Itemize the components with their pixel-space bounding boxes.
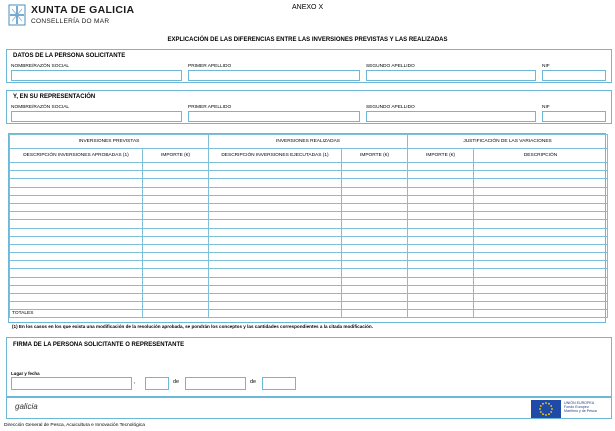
table-row <box>10 277 608 285</box>
cell-importe-realizadas[interactable] <box>342 228 408 236</box>
rep-segundo-apellido-field[interactable] <box>366 111 536 122</box>
table-row <box>10 294 608 302</box>
cell-descripcion[interactable] <box>474 171 608 179</box>
col-desc-aprobadas: DESCRIPCIÓN INVERSIONES APROBADAS (1) <box>10 149 143 163</box>
nif-label: NIF <box>542 64 550 69</box>
solicitante-section <box>6 49 612 83</box>
cell-importe-justificacion[interactable] <box>408 187 474 195</box>
eu-star-icon <box>550 411 552 413</box>
cell-importe-previstas[interactable] <box>143 294 209 302</box>
cell-descripcion[interactable] <box>474 179 608 187</box>
header-previstas: INVERSIONES PREVISTAS <box>10 135 209 149</box>
cell-importe-realizadas[interactable] <box>342 244 408 252</box>
cell-importe-realizadas[interactable] <box>342 285 408 293</box>
table-row <box>10 195 608 203</box>
eu-text <box>564 401 597 414</box>
table-row <box>10 261 608 269</box>
cell-importe-realizadas[interactable] <box>342 294 408 302</box>
year-field[interactable] <box>262 377 296 390</box>
table-row <box>10 285 608 293</box>
rep-segundo-apellido-label: SEGUNDO APELLIDO <box>366 105 415 110</box>
cell-desc-aprobadas[interactable] <box>10 220 143 228</box>
cell-desc-ejecutadas[interactable] <box>209 187 342 195</box>
col-desc-ejecutadas: DESCRIPCIÓN INVERSIONES EJECUTADAS (1) <box>209 149 342 163</box>
rep-nif-field[interactable] <box>542 111 606 122</box>
cell-importe-realizadas[interactable] <box>342 203 408 211</box>
cell-importe-justificacion[interactable] <box>408 195 474 203</box>
cell-desc-ejecutadas[interactable] <box>209 277 342 285</box>
month-field[interactable] <box>185 377 246 390</box>
table-row <box>10 171 608 179</box>
comma-separator: , <box>134 379 136 385</box>
cell-importe-previstas[interactable] <box>143 269 209 277</box>
cell-desc-ejecutadas[interactable] <box>209 269 342 277</box>
cell-importe-justificacion[interactable] <box>408 212 474 220</box>
cell-desc-aprobadas[interactable] <box>10 253 143 261</box>
representacion-title: Y, EN SU REPRESENTACIÓN <box>13 94 96 100</box>
cell-importe-realizadas[interactable] <box>342 302 408 310</box>
footnote: (1) En los casos en los que exista una modificación de la resolución aprobada, se pondrán los conceptos y las cantidades correspondientes a la citada modificación. <box>12 324 373 329</box>
anexo-label: ANEXO X <box>292 4 324 11</box>
cell-importe-realizadas[interactable] <box>342 269 408 277</box>
total-importe-realizadas[interactable] <box>342 310 408 318</box>
cell-desc-aprobadas[interactable] <box>10 261 143 269</box>
xunta-logo <box>6 4 135 28</box>
eu-star-icon <box>550 405 552 407</box>
cell-importe-realizadas[interactable] <box>342 163 408 171</box>
cell-importe-previstas[interactable] <box>143 203 209 211</box>
header-justificacion: JUSTIFICACIÓN DE LAS VARIACIONES <box>408 135 608 149</box>
nombre-field[interactable] <box>11 70 182 81</box>
cell-desc-aprobadas[interactable] <box>10 277 143 285</box>
de-separator-1: de <box>173 379 180 385</box>
cell-descripcion[interactable] <box>474 212 608 220</box>
cell-desc-ejecutadas[interactable] <box>209 236 342 244</box>
cell-descripcion[interactable] <box>474 220 608 228</box>
cell-importe-justificacion[interactable] <box>408 294 474 302</box>
cell-descripcion[interactable] <box>474 244 608 252</box>
cell-descripcion[interactable] <box>474 277 608 285</box>
total-blank-2 <box>474 310 608 318</box>
table-row <box>10 236 608 244</box>
cell-descripcion[interactable] <box>474 285 608 293</box>
cell-importe-justificacion[interactable] <box>408 220 474 228</box>
cell-desc-ejecutadas[interactable] <box>209 261 342 269</box>
cell-desc-aprobadas[interactable] <box>10 269 143 277</box>
cell-desc-aprobadas[interactable] <box>10 244 143 252</box>
xunta-emblem-icon <box>8 4 26 26</box>
cell-importe-realizadas[interactable] <box>342 212 408 220</box>
footer-bar <box>6 397 612 419</box>
cell-descripcion[interactable] <box>474 294 608 302</box>
cell-desc-ejecutadas[interactable] <box>209 171 342 179</box>
cell-desc-ejecutadas[interactable] <box>209 203 342 211</box>
direccion-general: Dirección General de Pesca, Acuicultura e Innovación Tecnológica <box>4 423 145 428</box>
cell-descripcion[interactable] <box>474 302 608 310</box>
cell-desc-ejecutadas[interactable] <box>209 220 342 228</box>
totals-label: TOTALES <box>10 310 143 318</box>
eu-star-icon <box>542 413 544 415</box>
total-blank-1 <box>209 310 342 318</box>
nombre-label: NOMBRE/RAZÓN SOCIAL <box>11 64 70 69</box>
inversiones-grid <box>9 134 608 318</box>
cell-importe-justificacion[interactable] <box>408 163 474 171</box>
col-importe-realizadas: IMPORTE (€) <box>342 149 408 163</box>
table-row <box>10 269 608 277</box>
cell-importe-justificacion[interactable] <box>408 285 474 293</box>
cell-desc-ejecutadas[interactable] <box>209 244 342 252</box>
cell-descripcion[interactable] <box>474 163 608 171</box>
cell-importe-realizadas[interactable] <box>342 187 408 195</box>
cell-desc-ejecutadas[interactable] <box>209 302 342 310</box>
rep-nombre-label: NOMBRE/RAZÓN SOCIAL <box>11 105 70 110</box>
cell-desc-aprobadas[interactable] <box>10 179 143 187</box>
cell-importe-realizadas[interactable] <box>342 261 408 269</box>
table-row <box>10 302 608 310</box>
cell-desc-aprobadas[interactable] <box>10 228 143 236</box>
cell-importe-previstas[interactable] <box>143 220 209 228</box>
cell-desc-aprobadas[interactable] <box>10 171 143 179</box>
cell-desc-aprobadas[interactable] <box>10 212 143 220</box>
cell-importe-realizadas[interactable] <box>342 277 408 285</box>
cell-importe-previstas[interactable] <box>143 302 209 310</box>
cell-importe-previstas[interactable] <box>143 179 209 187</box>
cell-importe-previstas[interactable] <box>143 253 209 261</box>
segundo-apellido-field[interactable] <box>366 70 536 81</box>
table-row <box>10 203 608 211</box>
cell-desc-aprobadas[interactable] <box>10 285 143 293</box>
cell-descripcion[interactable] <box>474 236 608 244</box>
eu-star-icon <box>539 408 541 410</box>
eu-star-icon <box>545 402 547 404</box>
cell-importe-justificacion[interactable] <box>408 302 474 310</box>
cell-importe-justificacion[interactable] <box>408 236 474 244</box>
eu-star-icon <box>540 405 542 407</box>
cell-importe-previstas[interactable] <box>143 261 209 269</box>
day-field[interactable] <box>145 377 169 390</box>
cell-importe-previstas[interactable] <box>143 228 209 236</box>
cell-importe-justificacion[interactable] <box>408 171 474 179</box>
cell-importe-realizadas[interactable] <box>342 253 408 261</box>
cell-importe-justificacion[interactable] <box>408 269 474 277</box>
table-row <box>10 228 608 236</box>
rep-primer-apellido-field[interactable] <box>188 111 360 122</box>
cell-descripcion[interactable] <box>474 269 608 277</box>
rep-primer-apellido-label: PRIMER APELLIDO <box>188 105 232 110</box>
cell-desc-aprobadas[interactable] <box>10 195 143 203</box>
table-row <box>10 179 608 187</box>
cell-desc-ejecutadas[interactable] <box>209 285 342 293</box>
table-row <box>10 187 608 195</box>
table-row <box>10 253 608 261</box>
eu-star-icon <box>548 403 550 405</box>
cell-descripcion[interactable] <box>474 253 608 261</box>
cell-desc-ejecutadas[interactable] <box>209 179 342 187</box>
cell-importe-realizadas[interactable] <box>342 171 408 179</box>
eu-line-3: Marítimo y de Pesca <box>564 409 597 414</box>
signature-title: FIRMA DE LA PERSONA SOLICITANTE O REPRESENTANTE <box>13 342 185 348</box>
cell-importe-previstas[interactable] <box>143 195 209 203</box>
col-importe-previstas: IMPORTE (€) <box>143 149 209 163</box>
total-importe-previstas[interactable] <box>143 310 209 318</box>
cell-desc-aprobadas[interactable] <box>10 236 143 244</box>
cell-importe-realizadas[interactable] <box>342 195 408 203</box>
eu-star-icon <box>542 403 544 405</box>
eu-star-icon <box>548 413 550 415</box>
cell-importe-previstas[interactable] <box>143 236 209 244</box>
cell-importe-justificacion[interactable] <box>408 261 474 269</box>
eu-flag-icon <box>531 400 561 418</box>
cell-importe-justificacion[interactable] <box>408 203 474 211</box>
inversiones-table <box>8 133 606 323</box>
lugar-field[interactable] <box>11 377 132 390</box>
signature-section <box>6 337 612 397</box>
cell-importe-justificacion[interactable] <box>408 179 474 187</box>
cell-desc-ejecutadas[interactable] <box>209 228 342 236</box>
eu-star-icon <box>551 408 553 410</box>
cell-importe-realizadas[interactable] <box>342 179 408 187</box>
de-separator-2: de <box>250 379 257 385</box>
cell-descripcion[interactable] <box>474 195 608 203</box>
cell-importe-previstas[interactable] <box>143 212 209 220</box>
representacion-section <box>6 90 612 124</box>
document-title: EXPLICACIÓN DE LAS DIFERENCIAS ENTRE LAS INVERSIONES PREVISTAS Y LAS REALIZADAS <box>167 37 448 43</box>
cell-descripcion[interactable] <box>474 228 608 236</box>
eu-star-icon <box>545 414 547 416</box>
cell-desc-aprobadas[interactable] <box>10 294 143 302</box>
rep-nif-label: NIF <box>542 105 550 110</box>
primer-apellido-field[interactable] <box>188 70 360 81</box>
logo-title: XUNTA DE GALICIA <box>31 4 135 16</box>
nif-field[interactable] <box>542 70 606 81</box>
cell-importe-realizadas[interactable] <box>342 220 408 228</box>
eu-star-icon <box>540 411 542 413</box>
cell-desc-ejecutadas[interactable] <box>209 253 342 261</box>
eu-line-1: UNIÓN EUROPEA <box>564 401 595 405</box>
cell-importe-previstas[interactable] <box>143 277 209 285</box>
cell-desc-aprobadas[interactable] <box>10 163 143 171</box>
cell-desc-aprobadas[interactable] <box>10 187 143 195</box>
rep-nombre-field[interactable] <box>11 111 182 122</box>
cell-desc-ejecutadas[interactable] <box>209 163 342 171</box>
galicia-logo: galicia <box>15 402 38 411</box>
table-row <box>10 212 608 220</box>
cell-importe-justificacion[interactable] <box>408 277 474 285</box>
logo-subtitle: CONSELLERÍA DO MAR <box>31 18 110 25</box>
cell-desc-ejecutadas[interactable] <box>209 212 342 220</box>
segundo-apellido-label: SEGUNDO APELLIDO <box>366 64 415 69</box>
cell-importe-previstas[interactable] <box>143 171 209 179</box>
table-row <box>10 244 608 252</box>
col-importe-justificacion: IMPORTE (€) <box>408 149 474 163</box>
cell-importe-previstas[interactable] <box>143 244 209 252</box>
eu-line-2: Fondo Europeo <box>564 405 589 410</box>
cell-desc-ejecutadas[interactable] <box>209 195 342 203</box>
cell-importe-justificacion[interactable] <box>408 228 474 236</box>
cell-descripcion[interactable] <box>474 261 608 269</box>
cell-descripcion[interactable] <box>474 187 608 195</box>
cell-importe-previstas[interactable] <box>143 163 209 171</box>
header-realizadas: INVERSIONES REALIZADAS <box>209 135 408 149</box>
cell-desc-aprobadas[interactable] <box>10 203 143 211</box>
cell-importe-previstas[interactable] <box>143 187 209 195</box>
table-row <box>10 220 608 228</box>
cell-importe-justificacion[interactable] <box>408 253 474 261</box>
cell-importe-justificacion[interactable] <box>408 244 474 252</box>
col-descripcion: DESCRIPCIÓN <box>474 149 608 163</box>
cell-descripcion[interactable] <box>474 203 608 211</box>
primer-apellido-label: PRIMER APELLIDO <box>188 64 232 69</box>
cell-importe-realizadas[interactable] <box>342 236 408 244</box>
cell-desc-ejecutadas[interactable] <box>209 294 342 302</box>
cell-desc-aprobadas[interactable] <box>10 302 143 310</box>
table-row <box>10 163 608 171</box>
cell-importe-previstas[interactable] <box>143 285 209 293</box>
solicitante-title: DATOS DE LA PERSONA SOLICITANTE <box>13 53 126 59</box>
lugar-fecha-label: Lugar y fecha <box>11 371 40 376</box>
total-importe-justificacion[interactable] <box>408 310 474 318</box>
